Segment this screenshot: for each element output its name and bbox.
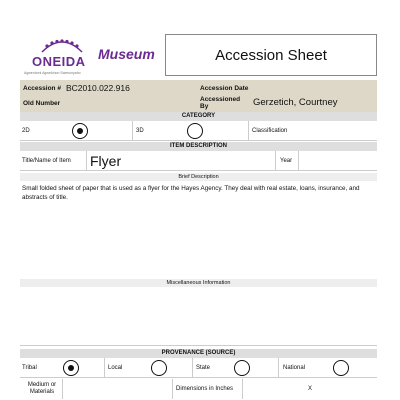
miscellaneous-information-label: Miscellaneous Information <box>20 279 377 287</box>
title-row <box>20 151 377 171</box>
dimensions-separator: X <box>308 386 313 392</box>
divider <box>104 358 105 378</box>
provenance-local-label: Local <box>108 365 123 371</box>
old-number-label: Old Number <box>23 100 61 107</box>
accessioned-by-value: Gerzetich, Courtney <box>253 97 338 108</box>
provenance-row <box>20 358 377 378</box>
classification-label: Classification <box>252 128 288 134</box>
provenance-local-radio[interactable] <box>151 360 167 376</box>
logo-tagline: Agwenhoni Agwelohon Swenunyaho <box>24 71 81 75</box>
dimensions-label: Dimensions in Inches <box>176 386 234 392</box>
brief-description-text[interactable]: Small folded sheet of paper that is used as a flyer for the Hayes Agency. They deal with real estate, loans, insurance, and abstracts of title. <box>22 185 360 201</box>
provenance-tribal-radio[interactable] <box>63 360 79 376</box>
divider <box>242 379 243 399</box>
selected-dot-icon <box>68 365 74 371</box>
divider <box>132 121 133 141</box>
divider <box>86 151 87 171</box>
provenance-tribal-label: Tribal <box>22 365 37 371</box>
accession-number-value: BC2010.022.916 <box>66 83 130 93</box>
divider <box>192 358 193 378</box>
accessioned-by-label: Accessioned By <box>200 96 241 110</box>
accession-info-band <box>20 80 377 112</box>
selected-dot-icon <box>77 128 83 134</box>
divider <box>298 151 299 171</box>
accession-number-label: Accession # <box>23 85 61 92</box>
divider <box>275 151 276 171</box>
museum-label: Museum <box>98 46 155 62</box>
logo-block <box>20 34 164 82</box>
divider <box>62 379 63 399</box>
year-label: Year <box>280 158 293 164</box>
provenance-national-radio[interactable] <box>333 360 349 376</box>
accession-date-label: Accession Date <box>200 85 249 92</box>
category-2d-radio[interactable] <box>72 123 88 139</box>
miscellaneous-information-area[interactable] <box>20 288 377 346</box>
page-title: Accession Sheet <box>165 34 377 76</box>
title-name-value[interactable]: Flyer <box>90 153 122 169</box>
medium-materials-label: Medium or Materials <box>27 382 57 395</box>
provenance-header: PROVENANCE (SOURCE) <box>20 349 377 358</box>
medium-dimensions-row <box>20 379 377 399</box>
provenance-state-radio[interactable] <box>234 360 250 376</box>
category-3d-label: 3D <box>136 128 144 134</box>
title-name-label: Title/Name of Item <box>22 158 71 164</box>
category-3d-radio[interactable] <box>187 123 203 139</box>
provenance-state-label: State <box>196 365 211 371</box>
item-description-header: ITEM DESCRIPTION <box>20 142 377 151</box>
divider <box>278 358 279 378</box>
divider <box>248 121 249 141</box>
category-header: CATEGORY <box>20 112 377 121</box>
category-row <box>20 121 377 141</box>
oneida-emblem-icon <box>38 36 86 54</box>
brief-description-label: Brief Description <box>20 173 377 181</box>
divider <box>172 379 173 399</box>
provenance-national-label: National <box>283 365 306 371</box>
category-2d-label: 2D <box>22 128 30 134</box>
logo-name: ONEIDA <box>32 54 86 69</box>
